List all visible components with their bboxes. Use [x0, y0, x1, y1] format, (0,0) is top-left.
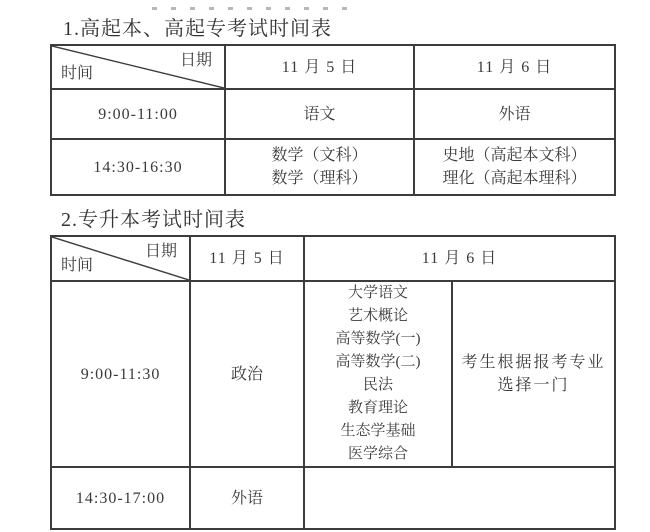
time-cell: 9:00-11:30	[51, 281, 190, 467]
cell-line: 艺术概论	[347, 308, 408, 324]
corner-time-label: 时间	[61, 65, 94, 82]
table-row	[51, 139, 615, 195]
header-row	[51, 236, 615, 281]
col-header-nov6: 11 月 6 日	[304, 236, 615, 281]
note-cell	[452, 281, 615, 467]
cell-line: 大学语文	[347, 285, 408, 301]
header-row	[51, 45, 615, 89]
corner-date-label: 日期	[179, 52, 212, 69]
cell-line: 选择一门	[497, 377, 570, 394]
zhuanshengben-exam-table	[50, 235, 616, 530]
cell-line: 理化（高起本理科）	[442, 170, 587, 187]
corner-time-label: 时间	[61, 257, 94, 274]
cell-line: 民法	[362, 377, 393, 393]
col-header-nov5: 11 月 5 日	[190, 236, 304, 281]
cell-line: 数学（理科）	[271, 170, 368, 187]
gaoqi-exam-table	[50, 44, 616, 196]
section2-title: 2.专升本考试时间表	[61, 209, 246, 231]
cell-line: 考生根据报考专业	[461, 354, 606, 371]
cell-line: 外语	[230, 489, 263, 507]
cell-line: 政治	[230, 365, 263, 383]
time-cell: 9:00-11:00	[51, 89, 225, 139]
cell-line: 语文	[303, 105, 336, 123]
cell-line: 医学综合	[347, 446, 408, 462]
subject-cell	[414, 89, 615, 139]
time-cell: 14:30-16:30	[51, 139, 225, 195]
time-cell: 14:30-17:00	[51, 467, 190, 529]
cell-line: 史地（高起本文科）	[442, 147, 587, 164]
col-header-nov5: 11 月 5 日	[225, 45, 414, 89]
cell-line: 数学（文科）	[271, 147, 368, 164]
subject-cell	[190, 281, 304, 467]
empty-cell	[304, 467, 615, 529]
subject-cell	[225, 139, 414, 195]
corner-date-time-cell	[51, 236, 190, 281]
cell-line: 教育理论	[347, 400, 408, 416]
table-row	[51, 467, 615, 529]
subject-cell	[225, 89, 414, 139]
subject-cell	[414, 139, 615, 195]
cell-line: 高等数学(一)	[335, 331, 421, 347]
table-row	[51, 281, 615, 467]
col-header-nov6: 11 月 6 日	[414, 45, 615, 89]
section1-title: 1.高起本、高起专考试时间表	[63, 18, 332, 40]
cell-line: 高等数学(二)	[335, 354, 421, 370]
subject-cell	[190, 467, 304, 529]
cell-line: 生态学基础	[340, 423, 416, 439]
corner-date-time-cell	[51, 45, 225, 89]
cut-off-text-remnant	[152, 7, 352, 10]
cell-line: 外语	[498, 105, 531, 123]
table-row	[51, 89, 615, 139]
corner-date-label: 日期	[144, 243, 177, 260]
subject-options-cell	[304, 281, 452, 467]
